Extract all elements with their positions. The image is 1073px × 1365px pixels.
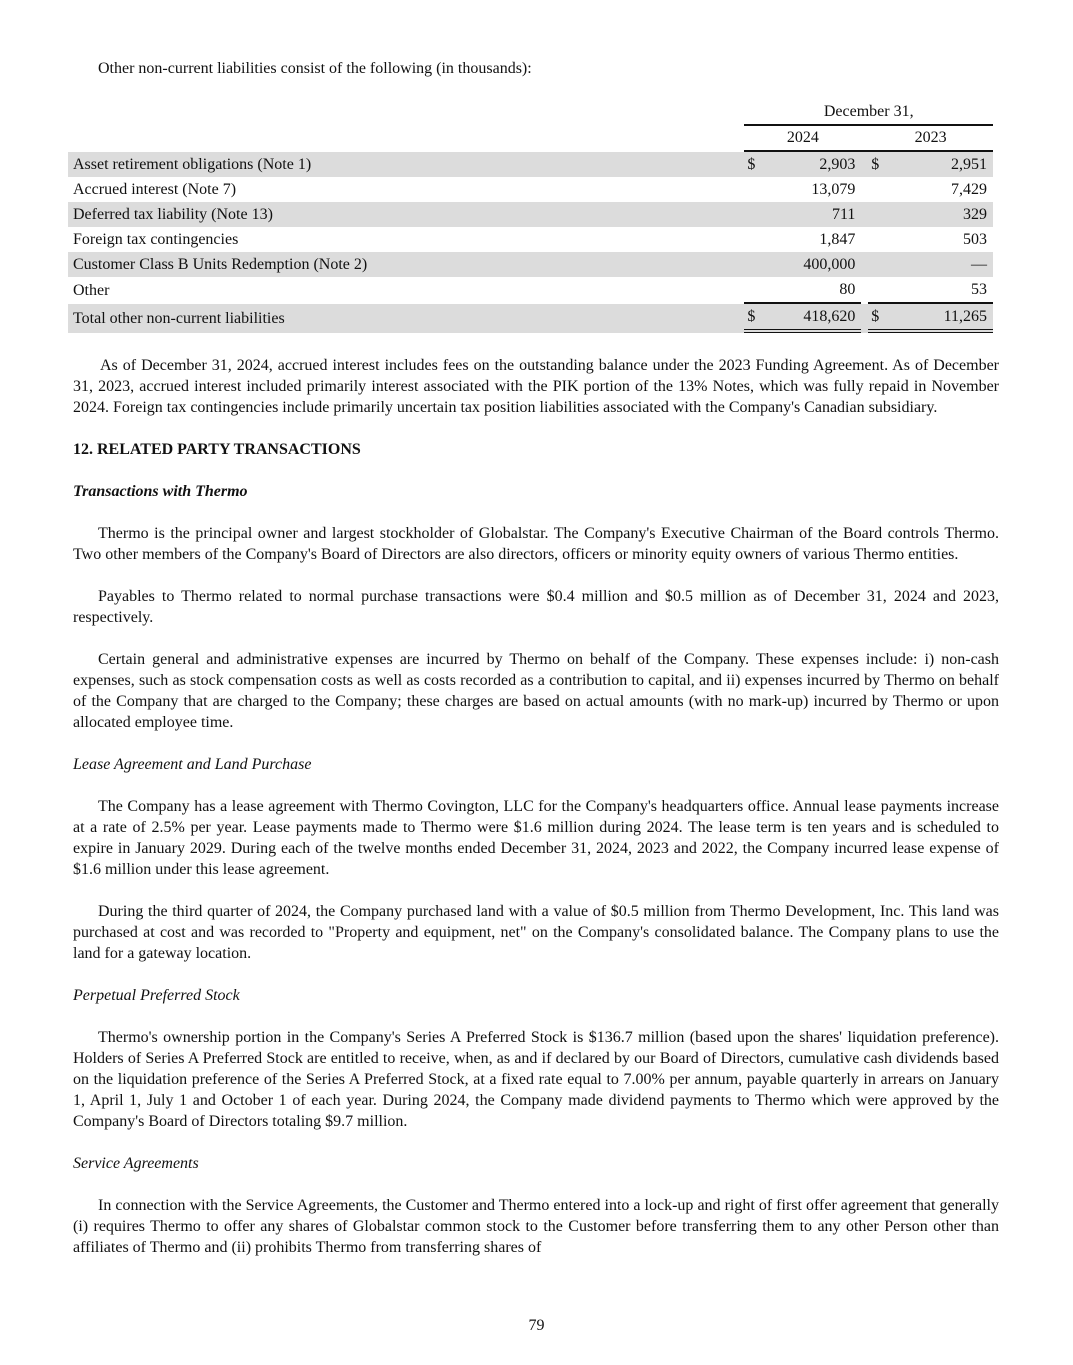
table-row: [68, 252, 993, 277]
spacer: [861, 152, 868, 177]
value-2023: 503: [963, 231, 987, 248]
value-2023: 2,951: [889, 152, 993, 177]
row-label: Deferred tax liability (Note 13): [68, 202, 744, 227]
table-row: [68, 277, 993, 304]
value-2023: 11,265: [889, 304, 993, 333]
currency-symbol: [744, 277, 765, 304]
value-2023: 53: [889, 277, 993, 304]
subheading: Service Agreements: [73, 1155, 199, 1172]
value-2024: 418,620: [765, 304, 861, 333]
paragraph: Thermo's ownership portion in the Company's Series A Preferred Stock is $136.7 million (based upon the shares' liquidation preference). Holders of Series A Preferred Stock are entitled to receive, when, as and if declared by our Board of Directors, cumulative cash dividends based on the liquidation preference of the Series A Preferred Stock, at a fixed rate equal to 7.00% per annum, payable quarterly in arrears on January 1, April 1, July 1 and October 1 of each year. During 2024, the Company made dividend payments to Thermo which were approved by the Company's Board of Directors totaling $9.7 million.: [73, 1029, 999, 1130]
page-number: 79: [528, 1317, 545, 1334]
value-2023: —: [889, 252, 993, 277]
currency-symbol: [744, 177, 765, 202]
currency-symbol: $: [868, 304, 889, 333]
paragraph: Certain general and administrative expenses are incurred by Thermo on behalf of the Company. These expenses include: i) non-cash expenses, such as stock compensation costs as well as costs recorded as a contribution to capital, and ii) expenses incurred by Thermo on behalf of the Company that are charged to the Company; these charges are based on actual amounts (with no mark-up) incurred by Thermo or upon allocated employee time.: [73, 651, 999, 731]
liabilities-table: [68, 100, 993, 333]
subheading: Perpetual Preferred Stock: [73, 987, 240, 1004]
value-2024: 711: [765, 202, 861, 227]
table-row: [68, 152, 993, 177]
year-header: 2023: [868, 126, 993, 152]
row-label: Other: [73, 282, 110, 299]
value-2024: 80: [765, 277, 861, 304]
paragraph: Payables to Thermo related to normal purchase transactions were $0.4 million and $0.5 million as of December 31, 2024 and 2023, respectively.: [73, 588, 999, 626]
currency-symbol: $: [744, 304, 765, 333]
paragraph: During the third quarter of 2024, the Company purchased land with a value of $0.5 million from Thermo Development, Inc. This land was purchased at cost and was recorded to "Property and equipment, net" on the Company's consolidated balance. The Company plans to use the land for a gateway location.: [73, 903, 999, 962]
spacer: [861, 202, 868, 227]
paragraph: As of December 31, 2024, accrued interest includes fees on the outstanding balance under the 2023 Funding Agreement. As of December 31, 2023, accrued interest included primarily interest associated with the PIK portion of the 13% Notes, which was fully repaid in November 2024. Foreign tax contingencies include primarily uncertain tax position liabilities associated with the Company's Canadian subsidiary.: [73, 357, 999, 416]
row-label: Customer Class B Units Redemption (Note 2): [68, 252, 744, 277]
row-label: Asset retirement obligations (Note 1): [68, 152, 744, 177]
table-row: [68, 177, 993, 202]
section-heading: 12. RELATED PARTY TRANSACTIONS: [73, 441, 361, 458]
currency-symbol: [868, 202, 889, 227]
spacer: [861, 177, 868, 202]
paragraph: Thermo is the principal owner and largest stockholder of Globalstar. The Company's Executive Chairman of the Board controls Thermo. Two other members of the Company's Board of Directors are also directors, officers or minority equity owners of various Thermo entities.: [73, 525, 999, 563]
currency-symbol: [868, 227, 889, 252]
row-label: Accrued interest (Note 7): [73, 181, 237, 198]
document-body: [73, 58, 999, 1279]
row-label: Foreign tax contingencies: [73, 231, 239, 248]
spacer: [861, 304, 868, 333]
currency-symbol: [868, 177, 889, 202]
spacer: [861, 227, 868, 252]
currency-symbol: [868, 252, 889, 277]
currency-symbol: [744, 252, 765, 277]
subheading: Transactions with Thermo: [73, 483, 248, 500]
value-2024: 1,847: [819, 231, 856, 248]
table-row: [68, 202, 993, 227]
currency-symbol: [744, 202, 765, 227]
currency-symbol: $: [744, 152, 765, 177]
value-2023: 7,429: [951, 181, 987, 198]
spacer: [861, 277, 868, 304]
column-group-header: December 31,: [744, 100, 993, 126]
table-intro: Other non-current liabilities consist of the following (in thousands):: [98, 60, 532, 77]
spacer: [861, 252, 868, 277]
value-2024: 400,000: [765, 252, 861, 277]
currency-symbol: [868, 277, 889, 304]
year-header: 2024: [744, 126, 861, 152]
value-2023: 329: [889, 202, 993, 227]
table-row: [68, 227, 993, 252]
subheading: Lease Agreement and Land Purchase: [73, 756, 312, 773]
currency-symbol: [744, 227, 765, 252]
row-label: Total other non-current liabilities: [68, 304, 744, 333]
paragraph: The Company has a lease agreement with Thermo Covington, LLC for the Company's headquarters office. Annual lease payments increase at a rate of 2.5% per year. Lease payments made to Thermo were $1.6 million during 2024. The lease term is ten years and is scheduled to expire in January 2029. During each of the twelve months ended December 31, 2024, 2023 and 2022, the Company incurred lease expense of $1.6 million under this lease agreement.: [73, 798, 999, 878]
table-row: [68, 304, 993, 333]
value-2024: 13,079: [811, 181, 856, 198]
currency-symbol: $: [868, 152, 889, 177]
value-2024: 2,903: [765, 152, 861, 177]
paragraph: In connection with the Service Agreements, the Customer and Thermo entered into a lock-up and right of first offer agreement that generally (i) requires Thermo to offer any shares of Globalstar common stock to the Customer before transferring them to any other Person other than affiliates of Thermo and (ii) prohibits Thermo from transferring shares of: [73, 1197, 999, 1256]
